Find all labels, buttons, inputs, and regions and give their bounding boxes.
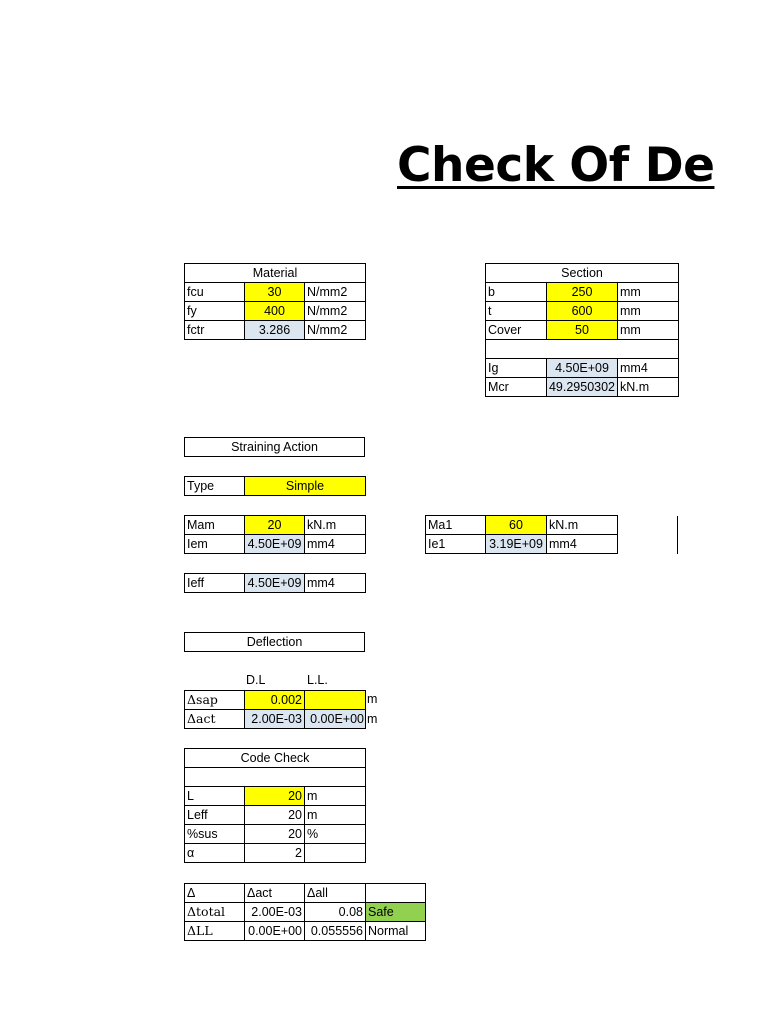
- ma1-label: Ma1: [426, 516, 486, 535]
- sus-unit: %: [305, 825, 366, 844]
- deflection-table: [184, 690, 366, 729]
- mcr-label: Mcr: [486, 378, 547, 397]
- t-label: t: [486, 302, 547, 321]
- fctr-value[interactable]: 3.286: [245, 321, 305, 340]
- fy-label: fy: [185, 302, 245, 321]
- code-check-table: [184, 748, 366, 863]
- b-input[interactable]: 250: [547, 283, 618, 302]
- summary-header-delta: Δ: [185, 884, 245, 903]
- b-label: b: [486, 283, 547, 302]
- l-input[interactable]: 20: [245, 787, 305, 806]
- ma1-unit: kN.m: [547, 516, 618, 535]
- iem-label: Iem: [185, 535, 245, 554]
- straining-header-table: [184, 437, 365, 457]
- ie1-label: Ie1: [426, 535, 486, 554]
- total-status-badge: Safe: [366, 903, 426, 922]
- mam-input[interactable]: 20: [245, 516, 305, 535]
- fcu-label: fcu: [185, 283, 245, 302]
- type-select[interactable]: Simple: [245, 477, 366, 496]
- alpha-label: α: [185, 844, 245, 863]
- fctr-unit: N/mm2: [305, 321, 366, 340]
- act-unit: m: [367, 712, 378, 726]
- ieff-label: Ieff: [185, 574, 245, 593]
- ieff-table: [184, 573, 366, 593]
- ma1-table: [425, 515, 618, 554]
- leff-label: Leff: [185, 806, 245, 825]
- fctr-label: fctr: [185, 321, 245, 340]
- leff-value[interactable]: 20: [245, 806, 305, 825]
- b-unit: mm: [618, 283, 679, 302]
- act-dl-value[interactable]: 2.00E-03: [245, 710, 305, 729]
- sap-unit: m: [367, 692, 378, 706]
- iem-unit: mm4: [305, 535, 366, 554]
- section-header: Section: [486, 264, 679, 283]
- total-label: Δtotal: [185, 903, 245, 922]
- alpha-value[interactable]: 2: [245, 844, 305, 863]
- fcu-input[interactable]: 30: [245, 283, 305, 302]
- ig-value[interactable]: 4.50E+09: [547, 359, 618, 378]
- mam-unit: kN.m: [305, 516, 366, 535]
- summary-header-status: [366, 884, 426, 903]
- col-header-ll: L.L.: [307, 673, 328, 687]
- ie1-unit: mm4: [547, 535, 618, 554]
- sus-value[interactable]: 20: [245, 825, 305, 844]
- total-all-value[interactable]: 0.08: [305, 903, 366, 922]
- ma1-input[interactable]: 60: [486, 516, 547, 535]
- col-header-dl: D.L: [246, 673, 266, 687]
- ig-label: Ig: [486, 359, 547, 378]
- ll-label: ΔLL: [185, 922, 245, 941]
- ieff-unit: mm4: [305, 574, 366, 593]
- section-table: [485, 263, 679, 397]
- page-title: Check Of De: [397, 138, 715, 193]
- leff-unit: m: [305, 806, 366, 825]
- iem-value[interactable]: 4.50E+09: [245, 535, 305, 554]
- mcr-unit: kN.m: [618, 378, 679, 397]
- code-check-header: Code Check: [185, 749, 366, 768]
- t-unit: mm: [618, 302, 679, 321]
- ll-status-badge: Normal: [366, 922, 426, 941]
- type-label: Type: [185, 477, 245, 496]
- summary-header-act: Δact: [245, 884, 305, 903]
- material-table: [184, 263, 366, 340]
- sap-ll-input[interactable]: [305, 691, 366, 710]
- sap-label: Δsap: [185, 691, 245, 710]
- straining-header: Straining Action: [185, 438, 365, 457]
- act-ll-value[interactable]: 0.00E+00: [305, 710, 366, 729]
- fy-unit: N/mm2: [305, 302, 366, 321]
- deflection-header: Deflection: [185, 633, 365, 652]
- ll-all-value[interactable]: 0.055556: [305, 922, 366, 941]
- alpha-unit: [305, 844, 366, 863]
- mcr-value[interactable]: 49.2950302: [547, 378, 618, 397]
- sus-label: %sus: [185, 825, 245, 844]
- ie1-value[interactable]: 3.19E+09: [486, 535, 547, 554]
- fy-input[interactable]: 400: [245, 302, 305, 321]
- cover-label: Cover: [486, 321, 547, 340]
- total-act-value[interactable]: 2.00E-03: [245, 903, 305, 922]
- mam-label: Mam: [185, 516, 245, 535]
- ieff-value[interactable]: 4.50E+09: [245, 574, 305, 593]
- cover-unit: mm: [618, 321, 679, 340]
- clipped-column-border: [677, 516, 678, 554]
- material-header: Material: [185, 264, 366, 283]
- mam-table: [184, 515, 366, 554]
- section-spacer-row: [486, 340, 679, 359]
- cover-input[interactable]: 50: [547, 321, 618, 340]
- type-table: [184, 476, 366, 496]
- t-input[interactable]: 600: [547, 302, 618, 321]
- l-unit: m: [305, 787, 366, 806]
- l-label: L: [185, 787, 245, 806]
- act-label: Δact: [185, 710, 245, 729]
- fcu-unit: N/mm2: [305, 283, 366, 302]
- ll-act-value[interactable]: 0.00E+00: [245, 922, 305, 941]
- summary-header-all: Δall: [305, 884, 366, 903]
- summary-table: [184, 883, 426, 941]
- sap-dl-input[interactable]: 0.002: [245, 691, 305, 710]
- deflection-header-table: [184, 632, 365, 652]
- code-check-spacer-row: [185, 768, 366, 787]
- ig-unit: mm4: [618, 359, 679, 378]
